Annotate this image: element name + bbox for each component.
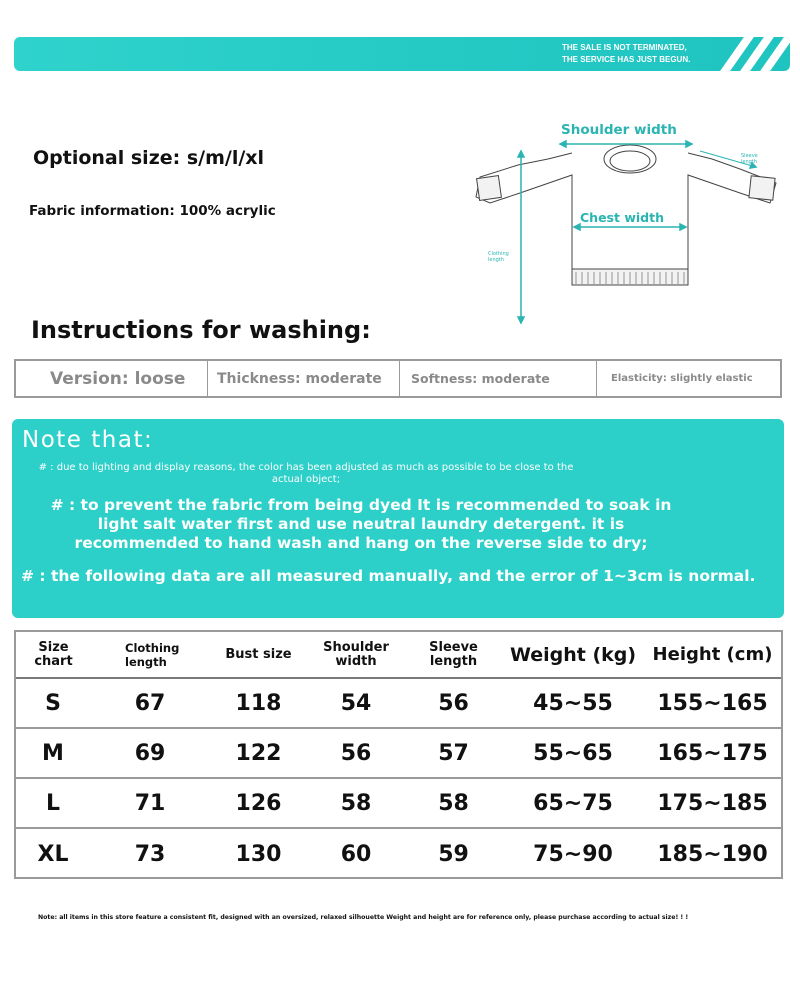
cell-weight: 75~90 — [533, 841, 613, 867]
cell-shoulder: 56 — [340, 740, 372, 766]
clothing-length-label: Clothing length — [488, 251, 509, 263]
cell-size: S — [45, 690, 61, 716]
sweater-diagram — [460, 115, 780, 335]
cell-size: L — [45, 790, 61, 816]
cell-bust: 130 — [235, 841, 282, 867]
cell-shoulder: 54 — [340, 690, 372, 716]
cell-weight: 55~65 — [533, 740, 613, 766]
cell-size: M — [42, 740, 64, 766]
cell-sleeve: 57 — [438, 740, 469, 766]
cell-bust: 126 — [235, 790, 282, 816]
table-row — [16, 679, 781, 729]
cell-clothing-length: 69 — [134, 740, 166, 766]
attributes-bar — [14, 359, 782, 398]
fabric-info: Fabric information: 100% acrylic — [29, 203, 276, 219]
cell-height: 185~190 — [657, 841, 768, 867]
attr-version: Version: loose — [16, 361, 208, 396]
table-header-row — [16, 632, 781, 679]
cell-size: XL — [37, 841, 69, 867]
cell-clothing-length: 67 — [134, 690, 166, 716]
washing-title: Instructions for washing: — [31, 316, 371, 344]
cell-shoulder: 58 — [340, 790, 372, 816]
cell-sleeve: 59 — [438, 841, 469, 867]
note-line-3: # : the following data are all measured manually, and the error of 1~3cm is normal. — [21, 567, 756, 585]
cell-sleeve: 56 — [438, 690, 469, 716]
chest-width-label: Chest width — [580, 210, 664, 225]
attr-softness: Softness: moderate — [400, 361, 597, 396]
cell-sleeve: 58 — [438, 790, 469, 816]
sleeve-length-label: Sleeve length — [741, 153, 758, 165]
header-size-chart: Size chart — [34, 639, 73, 669]
note-line-2: # : to prevent the fabric from being dyed It is recommended to soak in light salt water first and use neutral laundry detergent. it is recommended to hand wash and hang on the reverse side to dry; — [50, 496, 672, 552]
footer-note: Note: all items in this store feature a consistent fit, designed with an oversized, relaxed silhouette Weight and height are for reference only, please purchase according to actual size! ! ! — [38, 914, 689, 921]
note-title: Note that: — [22, 427, 154, 453]
header-weight: Weight (kg) — [509, 643, 637, 666]
cell-clothing-length: 73 — [134, 841, 166, 867]
header-bust-size: Bust size — [225, 646, 292, 662]
attr-thickness: Thickness: moderate — [208, 361, 400, 396]
header-clothing-length: Clothing length — [125, 640, 180, 669]
cell-shoulder: 60 — [340, 841, 372, 867]
cell-bust: 122 — [235, 740, 282, 766]
table-row — [16, 779, 781, 829]
table-row — [16, 729, 781, 779]
header-height: Height (cm) — [652, 643, 773, 665]
banner-line-1: THE SALE IS NOT TERMINATED, — [562, 43, 687, 52]
cell-clothing-length: 71 — [134, 790, 166, 816]
header-shoulder-width: Shoulder width — [323, 639, 389, 669]
table-row — [16, 829, 781, 879]
cell-height: 155~165 — [657, 690, 768, 716]
top-banner — [14, 37, 790, 71]
cell-weight: 65~75 — [533, 790, 613, 816]
cell-bust: 118 — [235, 690, 282, 716]
header-sleeve-length: Sleeve length — [429, 639, 478, 669]
size-table — [14, 630, 783, 879]
banner-line-2: THE SERVICE HAS JUST BEGUN. — [562, 55, 691, 64]
sweater-diagram-icon — [460, 115, 780, 335]
banner-text — [562, 42, 722, 66]
note-panel — [12, 419, 784, 618]
note-line-1: # : due to lighting and display reasons, the color has been adjusted as much as possible to be close to the actual object; — [38, 462, 574, 485]
cell-weight: 45~55 — [533, 690, 613, 716]
cell-height: 165~175 — [657, 740, 768, 766]
cell-height: 175~185 — [657, 790, 768, 816]
optional-size: Optional size: s/m/l/xl — [33, 147, 265, 169]
attr-elasticity: Elasticity: slightly elastic — [611, 373, 753, 384]
shoulder-width-label: Shoulder width — [561, 122, 677, 138]
